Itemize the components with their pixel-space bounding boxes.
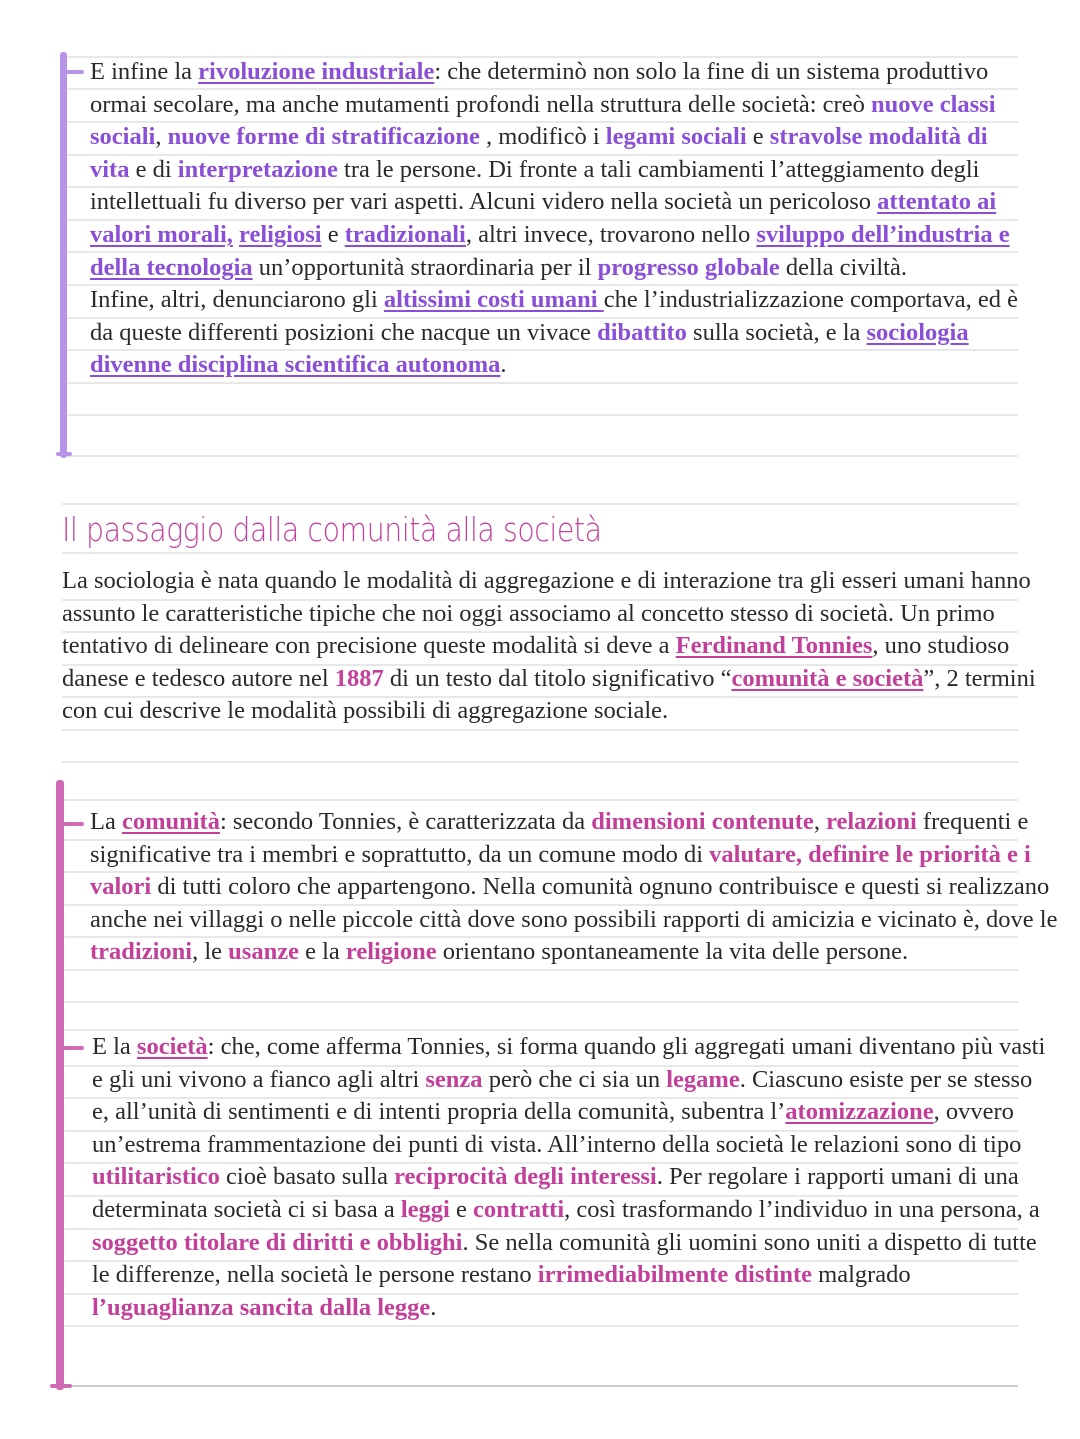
keyword: l’uguaglianza sancita dalla legge [92, 1293, 431, 1321]
text: della civiltà. [779, 253, 907, 281]
text: frequenti e significative tra i membri e soprattutto, da un comune modo di [90, 808, 1029, 868]
keyword: leggi [400, 1195, 450, 1223]
text: e [321, 220, 345, 248]
keyword: società [136, 1033, 208, 1060]
keyword: tradizioni [90, 938, 193, 966]
keyword: senza [425, 1065, 483, 1093]
text: : che, come afferma Tonnies, si forma quando gli aggregati umani diventano più vasti e gli uni vivono a fianco agli altri [92, 1033, 1046, 1093]
block-societa [92, 1031, 1052, 1324]
text: La sociologia è nata quando le modalità di aggregazione e di interazione tra gli esseri umani hanno assunto le caratteristiche tipiche che noi oggi associamo al concetto stesso di società. Un primo tentativo di delineare con precisione queste modalità si deve a [62, 567, 1031, 660]
paragraph-intro [62, 565, 1047, 728]
keyword: stravolse modalità di vita [90, 123, 988, 183]
text: , le [192, 938, 229, 966]
keyword: rivoluzione industriale [198, 58, 435, 85]
keyword: valutare, definire le priorità e i valori [90, 840, 1031, 901]
text: cioè basato sulla [219, 1163, 395, 1191]
keyword: atomizzazione [785, 1098, 934, 1126]
text: tra le persone. Di fronte a tali cambiamenti l’atteggiamento degli intellettuali fu diverso per vari aspetti. Alcuni videro nella società un pericoloso [90, 155, 980, 216]
pink-bracket-tick-comunita [60, 822, 84, 826]
text: ”, 2 termini con cui descrive le modalità possibili di aggregazione sociale. [62, 664, 1036, 725]
keyword: sviluppo dell’industria e della tecnologia [90, 220, 1010, 281]
text: . Ciascuno esiste per se stesso e, all’unità di sentimenti e di intenti propria della comunità, subentra l’ [92, 1065, 1033, 1126]
text: Infine, altri, denunciarono gli [90, 286, 384, 314]
keyword: nuove classi sociali [90, 90, 996, 151]
text: , così trasformando l’individuo in una persona, a [564, 1195, 1040, 1223]
text: : secondo Tonnies, è caratterizzata da [219, 808, 592, 835]
keyword: interpretazione [177, 155, 338, 183]
block-intro [62, 565, 1047, 728]
keyword: Ferdinand Tonnies [675, 632, 873, 660]
text: e [746, 123, 770, 151]
keyword: progresso globale [597, 253, 780, 281]
keyword: usanze [228, 938, 299, 966]
keyword: religione [345, 938, 437, 966]
keyword: contratti [472, 1195, 565, 1223]
keyword: sociologia divenne disciplina scientifica autonoma [90, 318, 969, 379]
keyword: comunità [121, 808, 220, 835]
text: però che ci sia un [482, 1065, 667, 1093]
keyword: dimensioni contenute [591, 808, 814, 835]
text: E la [92, 1033, 137, 1060]
text: . [500, 351, 507, 379]
text: di tutti coloro che appartengono. Nella comunità ognuno contribuisce e questi si realizzano anche nei villaggi o nelle piccole città dove sono possibili rapporti di amicizia e vicinato è, dove le [90, 873, 1058, 933]
keyword: nuove forme di stratificazione [167, 123, 480, 151]
pink-bracket-bar [56, 780, 64, 1390]
keyword: utilitaristico [92, 1163, 220, 1191]
text: , modificò i [479, 123, 606, 151]
text: , [813, 808, 827, 835]
text: . Per regolare i rapporti umani di una determinata società ci si basa a [92, 1163, 1019, 1223]
paragraph-rivoluzione [90, 56, 1030, 284]
keyword: attentato ai valori morali, [90, 188, 997, 248]
paragraph-comunita [90, 806, 1060, 969]
keyword: tradizionali [344, 220, 466, 248]
keyword: altissimi costi umani [383, 286, 604, 314]
purple-bracket-bar [60, 52, 67, 458]
purple-bracket-tick-top [64, 70, 84, 74]
keyword: legame [666, 1065, 740, 1093]
text: La [90, 808, 122, 835]
text: sulla società, e la [686, 318, 867, 346]
text: , ovvero un’estrema frammentazione dei punti di vista. All’interno della società le relazioni sono di tipo [92, 1098, 1022, 1158]
text: , altri invece, trovarono nello [465, 220, 757, 248]
keyword: relazioni [826, 808, 917, 835]
text: e di [129, 155, 178, 183]
text: , uno studioso danese e tedesco autore nel [62, 632, 1010, 692]
text: orientano spontaneamente la vita delle persone. [436, 938, 909, 966]
pink-bracket-tick-societa [60, 1046, 84, 1050]
keyword: 1887 [334, 664, 384, 692]
text: , [155, 123, 168, 151]
text: e la [298, 938, 346, 966]
text: che l’industrializzazione comportava, ed è da queste differenti posizioni che nacque un vivace [90, 286, 1019, 346]
block-comunita [90, 806, 1060, 969]
block-rivoluzione-industriale [90, 56, 1030, 382]
paragraph-societa [92, 1031, 1052, 1324]
text: . Se nella comunità gli uomini sono uniti a dispetto di tutte le differenze, nella società le persone restano [92, 1228, 1037, 1289]
text: : che determinò non solo la fine di un sistema produttivo ormai secolare, ma anche mutamenti profondi nella struttura delle società: creò [90, 58, 989, 118]
paragraph-costi-umani [90, 284, 1030, 382]
section-heading: Il passaggio dalla comunità alla società [62, 510, 602, 549]
keyword: comunità e società [731, 664, 924, 692]
keyword: dibattito [597, 318, 687, 346]
text: malgrado [812, 1261, 911, 1289]
text: di un testo dal titolo significativo “ [383, 664, 732, 692]
keyword: reciprocità degli interessi [394, 1163, 657, 1191]
text: un’opportunità straordinaria per il [252, 253, 598, 281]
purple-bracket-foot [56, 452, 72, 456]
text: . [430, 1293, 437, 1321]
keyword: irrimediabilmente distinte [537, 1261, 813, 1289]
keyword: legami sociali [605, 123, 747, 151]
text: e [449, 1195, 473, 1223]
keyword: religiosi [239, 220, 322, 248]
pink-bracket-foot [50, 1384, 72, 1388]
text: E infine la [90, 58, 199, 85]
keyword: soggetto titolare di diritti e obblighi [92, 1228, 463, 1256]
